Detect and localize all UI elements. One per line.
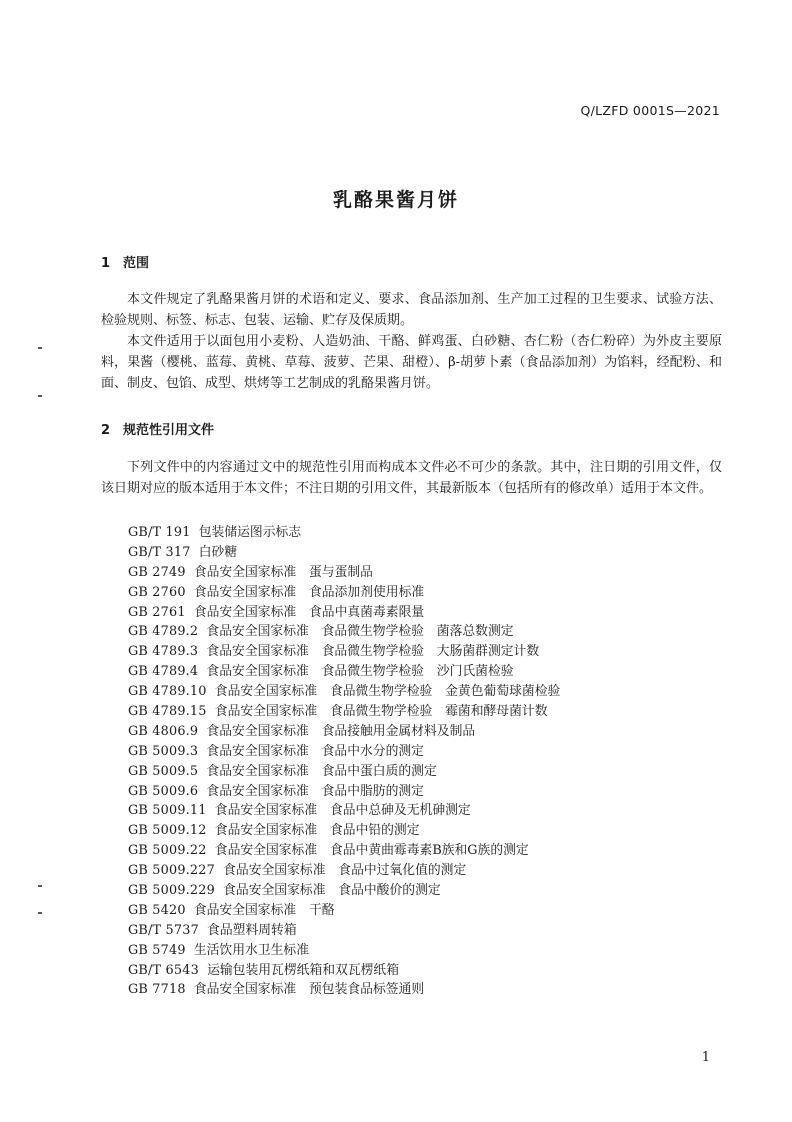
reference-code: GB 4789.3	[128, 644, 199, 660]
reference-code: GB 5009.227	[128, 863, 215, 879]
section-number: 2	[101, 423, 111, 438]
scan-mark	[38, 395, 42, 397]
reference-item	[128, 762, 560, 782]
reference-title: 食品安全国家标准 食品接触用金属材料及制品	[206, 723, 476, 739]
reference-code: GB 5009.3	[128, 743, 199, 759]
reference-item	[128, 801, 560, 821]
paragraph: 下列文件中的内容通过文中的规范性引用而构成本文件必不可少的条款。其中，注日期的引用文件，仅该日期对应的版本适用于本文件；不注日期的引用文件，其最新版本（包括所有的修改单）适用于本文件。	[101, 460, 722, 496]
scan-mark	[38, 347, 42, 349]
section-number: 1	[101, 256, 111, 271]
reference-code: GB 4789.4	[128, 664, 199, 680]
reference-list	[128, 523, 560, 1000]
reference-item	[128, 941, 560, 961]
reference-title: 食品安全国家标准 食品微生物学检验 大肠菌群测定计数	[206, 644, 540, 660]
reference-title: 食品安全国家标准 食品微生物学检验 菌落总数测定	[206, 624, 514, 640]
reference-title: 食品安全国家标准 食品微生物学检验 沙门氏菌检验	[206, 664, 514, 680]
reference-title: 食品塑料周转箱	[207, 922, 297, 938]
reference-code: GB 4789.15	[128, 704, 207, 720]
reference-item	[128, 642, 560, 662]
reference-title: 食品安全国家标准 食品中总砷及无机砷测定	[214, 803, 471, 819]
reference-item	[128, 563, 560, 583]
section-heading-normative-references	[101, 419, 214, 438]
reference-title: 食品安全国家标准 食品微生物学检验 霉菌和酵母菌计数	[214, 704, 548, 720]
section-title: 范围	[123, 256, 150, 271]
scan-mark	[38, 885, 42, 887]
reference-title: 食品安全国家标准 食品添加剂使用标准	[193, 584, 425, 600]
reference-code: GB 7718	[128, 982, 186, 998]
section-heading-scope	[101, 252, 149, 271]
reference-title: 食品安全国家标准 食品中黄曲霉毒素B族和G族的测定	[214, 843, 529, 859]
reference-item	[128, 921, 560, 941]
reference-title: 食品安全国家标准 食品中脂肪的测定	[206, 783, 424, 799]
reference-code: GB/T 6543	[128, 962, 199, 978]
reference-item	[128, 603, 560, 623]
reference-item	[128, 682, 560, 702]
reference-item	[128, 742, 560, 762]
reference-code: GB 5749	[128, 942, 186, 958]
document-code: Q/LZFD 0001S—2021	[580, 103, 720, 118]
reference-title: 食品安全国家标准 食品中真菌毒素限量	[193, 604, 425, 620]
reference-title: 食品安全国家标准 干酪	[193, 902, 335, 918]
reference-code: GB 5009.6	[128, 783, 199, 799]
reference-code: GB/T 317	[128, 544, 191, 560]
reference-title: 食品安全国家标准 预包装食品标签通则	[193, 982, 425, 998]
reference-title: 包装储运图示标志	[198, 525, 302, 540]
reference-item	[128, 841, 560, 861]
reference-title: 白砂糖	[198, 544, 238, 560]
reference-title: 食品安全国家标准 食品中蛋白质的测定	[206, 763, 437, 779]
reference-item	[128, 622, 560, 642]
reference-code: GB 5009.229	[128, 883, 215, 899]
reference-code: GB 5009.12	[128, 823, 207, 839]
page-number: 1	[701, 1050, 710, 1065]
reference-code: GB 5009.22	[128, 843, 207, 859]
reference-code: GB/T 5737	[128, 922, 199, 938]
reference-code: GB 5420	[128, 902, 186, 918]
reference-item	[128, 702, 560, 722]
reference-code: GB 4789.2	[128, 624, 199, 640]
reference-item	[128, 662, 560, 682]
reference-item	[128, 782, 560, 802]
reference-code: GB 2761	[128, 604, 186, 620]
reference-code: GB 2760	[128, 584, 186, 600]
reference-code: GB 5009.5	[128, 763, 199, 779]
reference-item	[128, 543, 560, 563]
paragraph: 本文件规定了乳酪果酱月饼的术语和定义、要求、食品添加剂、生产加工过程的卫生要求、试验方法、检验规则、标签、标志、包装、运输、贮存及保质期。	[101, 292, 722, 328]
reference-title: 食品安全国家标准 食品中酸价的测定	[223, 883, 441, 899]
reference-code: GB 4806.9	[128, 723, 199, 739]
reference-item	[128, 722, 560, 742]
reference-title: 食品安全国家标准 食品微生物学检验 金黄色葡萄球菌检验	[214, 684, 561, 700]
reference-title: 生活饮用水卫生标准	[193, 942, 309, 958]
reference-item	[128, 821, 560, 841]
reference-title: 食品安全国家标准 食品中水分的测定	[206, 743, 424, 759]
reference-code: GB 5009.11	[128, 803, 207, 819]
reference-title: 食品安全国家标准 食品中过氧化值的测定	[223, 863, 467, 879]
reference-code: GB 4789.10	[128, 684, 207, 700]
reference-item	[128, 961, 560, 981]
reference-item	[128, 980, 560, 1000]
document-title: 乳酪果酱月饼	[332, 189, 459, 211]
reference-code: GB/T 191	[128, 525, 191, 540]
paragraph: 本文件适用于以面包用小麦粉、人造奶油、干酪、鲜鸡蛋、白砂糖、杏仁粉（杏仁粉碎）为外皮主要原料，果酱（樱桃、蓝莓、黄桃、草莓、菠萝、芒果、甜橙）、β-胡萝卜素（食品添加剂）为馅料，经配粉、和面、制皮、包馅、成型、烘烤等工艺制成的乳酪果酱月饼。	[101, 334, 722, 391]
reference-title: 运输包装用瓦楞纸箱和双瓦楞纸箱	[207, 962, 400, 978]
reference-item	[128, 523, 560, 543]
reference-item	[128, 901, 560, 921]
scan-mark	[38, 912, 42, 914]
reference-code: GB 2749	[128, 564, 186, 580]
reference-item	[128, 583, 560, 603]
reference-item	[128, 881, 560, 901]
reference-title: 食品安全国家标准 蛋与蛋制品	[193, 564, 373, 580]
reference-item	[128, 861, 560, 881]
section-title: 规范性引用文件	[123, 423, 215, 438]
reference-title: 食品安全国家标准 食品中铅的测定	[214, 823, 420, 839]
